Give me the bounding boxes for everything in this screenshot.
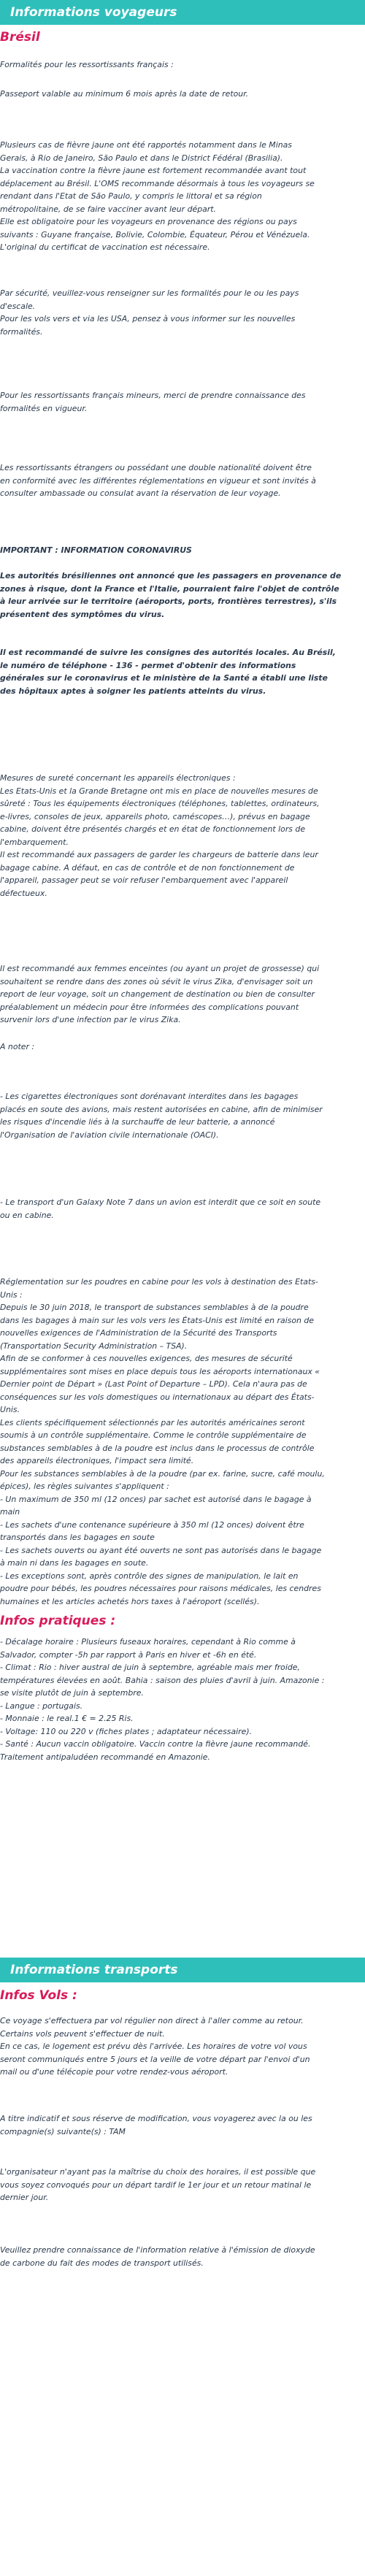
text-line: - Les sachets ouverts ou ayant été ouverts ne sont pas autorisés dans le bagage [0, 1545, 322, 1555]
transit-formalities-paragraph [0, 287, 364, 338]
text-line: épices), les règles suivantes s'appliquent : [0, 1481, 169, 1491]
text-line: d'escale. [0, 301, 36, 311]
text-line: Les ressortissants étrangers ou possédant une double nationalité doivent être [0, 463, 312, 472]
text-line: main [0, 1507, 20, 1517]
text-line: nouvelles exigences de l'Administration de la Sécurité des Transports [0, 1328, 277, 1338]
powders-regulation-paragraph [0, 1276, 364, 1608]
practical-info-title: Infos pratiques : [0, 1614, 116, 1628]
text-line: soumis à un contrôle supplémentaire. Comme le contrôle supplémentaire de [0, 1430, 307, 1440]
text-line: - Les cigarettes électroniques sont dorénavant interdites dans les bagages [0, 1092, 299, 1101]
text-line: En ce cas, le logement est prévu dès l'arrivée. Les horaires de votre vol vous [0, 2042, 307, 2051]
text-line: rendant dans l'Etat de São Paulo, y compris le littoral et sa région [0, 191, 262, 201]
zika-paragraph [0, 962, 364, 1027]
text-line: Veuillez prendre connaissance de l'information relative à l'émission de dioxyde [0, 2245, 315, 2255]
text-line: Il est recommandé aux passagers de garder les chargeurs de batterie dans leur [0, 850, 318, 859]
text-line: - Les exceptions sont, après contrôle des signes de manipulation, le lait en [0, 1571, 299, 1581]
coronavirus-controls-paragraph [0, 570, 364, 621]
transport-info-banner: Informations transports [0, 1958, 365, 1982]
yellow-fever-paragraph [0, 139, 364, 254]
text-line: Unis : [0, 1289, 23, 1300]
text-line: Pour les vols vers et via les USA, pensez à vous informer sur les nouvelles [0, 314, 296, 323]
text-line: générales sur le coronavirus et le ministère de la Santé a établi une liste [0, 673, 328, 683]
text-line: cabine, doivent être présentés chargés et en état de fonctionnement lors de [0, 824, 306, 834]
text-line: déplacement au Brésil. L'OMS recommande désormais à tous les voyageurs se [0, 178, 315, 188]
country-title: Brésil [0, 30, 40, 45]
text-line: Les clients spécifiquement sélectionnés par les autorités américaines seront [0, 1417, 305, 1427]
text-line: (Transportation Security Administration – TSA). [0, 1341, 188, 1351]
co2-paragraph [0, 2244, 364, 2269]
note-title: A noter : [0, 1042, 35, 1051]
text-line: le numéro de téléphone - 136 - permet d'obtenir des informations [0, 660, 296, 670]
text-line: mail ou d'une télécopie pour votre rendez-vous aéroport. [0, 2067, 228, 2077]
text-line: placés en soute des avions, mais restent autorisées en cabine, afin de minimiser [0, 1104, 323, 1114]
schedule-paragraph [0, 2166, 364, 2204]
text-line: humaines et les articles achetés hors taxes à l'aéroport (scellés). [0, 1596, 260, 1606]
text-line: Afin de se conformer à ces nouvelles exigences, des mesures de sécurité [0, 1354, 293, 1363]
text-line: Gerais, à Rio de Janeiro, São Paulo et dans le District Fédéral (Brasilia). [0, 153, 283, 163]
text-line: Ce voyage s'effectuera par vol régulier non direct à l'aller comme au retour. [0, 2016, 304, 2025]
text-line: suivants : Guyane française, Bolivie, Colombie, Équateur, Pérou et Vénézuela. [0, 229, 310, 239]
text-line: - Le transport d'un Galaxy Note 7 dans un avion est interdit que ce soit en soute [0, 1197, 321, 1207]
text-line: A titre indicatif et sous réserve de modification, vous voyagerez avec la ou les [0, 2114, 312, 2123]
text-line: Pour les substances semblables à de la poudre (par ex. farine, sucre, café moulu, [0, 1468, 325, 1479]
coronavirus-local-advice-paragraph [0, 646, 364, 697]
text-line: - Santé : Aucun vaccin obligatoire. Vaccin contre la fièvre jaune recommandé. [0, 1739, 311, 1749]
text-line: - Les sachets d'une contenance supérieure à 350 ml (12 onces) doivent être [0, 1519, 304, 1530]
text-line: Salvador, compter -5h par rapport à Paris en hiver et -6h en été. [0, 1649, 257, 1660]
text-line: souhaitent se rendre dans des zones où sévit le virus Zika, d'envisager soit un [0, 976, 313, 986]
text-line: se visite plutôt de juin à septembre. [0, 1688, 144, 1698]
text-line: consulter ambassade ou consulat avant la réservation de leur voyage. [0, 488, 281, 498]
e-cigarettes-paragraph [0, 1090, 364, 1141]
text-line: formalités en vigueur. [0, 403, 88, 413]
foreign-nationals-paragraph [0, 461, 364, 500]
text-line: métropolitaine, de se faire vacciner avant leur départ. [0, 204, 216, 214]
text-line: Plusieurs cas de fièvre jaune ont été rapportés notamment dans le Minas [0, 140, 292, 150]
passport-requirement: Passeport valable au minimum 6 mois après la date de retour. [0, 89, 249, 99]
text-line: survenir lors d'une infection par le virus Zika. [0, 1015, 181, 1024]
airline-paragraph [0, 2112, 364, 2138]
text-line: vous soyez convoqués pour un départ tardif le 1er jour et un retour matinal le [0, 2180, 312, 2190]
text-line: seront communiqués entre 5 jours et la veille de votre départ par l'envoi d'un [0, 2054, 310, 2064]
text-line: dans les bagages à main sur les vols vers les États-Unis est limité en raison de [0, 1315, 314, 1325]
minors-paragraph [0, 389, 364, 415]
text-line: préalablement un médecin pour être informées des complications pouvant [0, 1002, 299, 1012]
text-line: report de leur voyage, soit un changement de destination ou bien de consulter [0, 989, 315, 999]
text-line: Unis. [0, 1405, 20, 1414]
text-line: à leur arrivée sur le territoire (aéroports, ports, frontières terrestres), s'ils [0, 597, 337, 606]
coronavirus-title: IMPORTANT : INFORMATION CORONAVIRUS [0, 545, 192, 555]
text-line: Il est recommandé de suivre les consignes des autorités locales. Au Brésil, [0, 648, 336, 657]
text-line: bagage cabine. A défaut, en cas de contrôle et de non fonctionnement de [0, 862, 295, 873]
text-line: Réglementation sur les poudres en cabine pour les vols à destination des Etats- [0, 1277, 318, 1287]
text-line: sûreté : Tous les équipements électroniques (téléphones, tablettes, ordinateurs, [0, 799, 320, 808]
text-line: - Décalage horaire : Plusieurs fuseaux horaires, cependant à Rio comme à [0, 1637, 296, 1647]
text-line: e-livres, consoles de jeux, appareils photo, caméscopes…), prévus en bagage [0, 811, 310, 821]
text-line: Dernier point de Départ » (Last Point of Departure – LPD). Cela n'aura pas de [0, 1379, 307, 1389]
text-line: Il est recommandé aux femmes enceintes (ou ayant un projet de grossesse) qui [0, 964, 320, 973]
text-line: - Climat : Rio : hiver austral de juin à septembre, agréable mais mer froide, [0, 1663, 300, 1672]
flights-info-title: Infos Vols : [0, 1988, 77, 2003]
text-line: Certains vols peuvent s'effectuer de nuit. [0, 2028, 165, 2039]
galaxy-note-paragraph [0, 1196, 364, 1222]
text-line: substances semblables à de la poudre est inclus dans le processus de contrôle [0, 1443, 315, 1453]
text-line: - Un maximum de 350 ml (12 onces) par sachet est autorisé dans le bagage à [0, 1494, 312, 1504]
text-line: l'embarquement. [0, 837, 69, 847]
text-line: Mesures de sureté concernant les appareils électroniques : [0, 773, 236, 783]
text-line: des hôpitaux aptes à soigner les patients atteints du virus. [0, 686, 266, 696]
text-line: en conformité avec les différentes réglementations en vigueur et sont invités à [0, 475, 316, 486]
formalities-title: Formalités pour les ressortissants français : [0, 60, 174, 69]
text-line: ou en cabine. [0, 1210, 54, 1220]
text-line: Par sécurité, veuillez-vous renseigner sur les formalités pour le ou les pays [0, 288, 299, 298]
electronic-devices-paragraph [0, 772, 364, 900]
text-line: les risques d'incendie liés à la surchauffe de leur batterie, a annoncé [0, 1117, 275, 1127]
text-line: transportés dans les bagages en soute [0, 1533, 155, 1542]
text-line: - Monnaie : le real.1 € = 2.25 Ris. [0, 1714, 134, 1723]
text-line: conséquences sur les vols domestiques ou internationaux au départ des États- [0, 1392, 315, 1402]
text-line: Les autorités brésiliennes ont annoncé que les passagers en provenance de [0, 571, 342, 580]
text-line: des appareils électroniques, l'impact sera limité. [0, 1456, 194, 1465]
text-line: de carbone du fait des modes de transport utilisés. [0, 2258, 204, 2268]
text-line: L'organisateur n'ayant pas la maîtrise du choix des horaires, il est possible que [0, 2167, 316, 2177]
text-line: températures élevées en août. Bahia : saison des pluies d'avril à juin. Amazonie : [0, 1675, 325, 1685]
text-line: Pour les ressortissants français mineurs, merci de prendre connaissance des [0, 391, 306, 400]
text-line: Traitement antipaludéen recommandé en Amazonie. [0, 1752, 210, 1762]
text-line: poudre pour bébés, les poudres nécessaires pour raisons médicales, les cendres [0, 1584, 321, 1593]
text-line: Elle est obligatoire pour les voyageurs en provenance des régions ou pays [0, 217, 297, 226]
text-line: - Langue : portugais. [0, 1701, 83, 1711]
text-line: Les Etats-Unis et la Grande Bretagne ont mis en place de nouvelles mesures de [0, 786, 318, 796]
text-line: l'Organisation de l'aviation civile internationale (OACI). [0, 1130, 219, 1140]
text-line: dernier jour. [0, 2193, 49, 2202]
text-line: compagnie(s) suivante(s) : TAM [0, 2126, 126, 2136]
text-line: supplémentaires sont mises en place depuis tous les aéroports internationaux « [0, 1366, 320, 1376]
practical-info-list [0, 1636, 364, 1763]
text-line: zones à risque, dont la France et l'Italie, pourraient faire l'objet de contrôle [0, 583, 339, 594]
text-line: Depuis le 30 juin 2018, le transport de substances semblables à de la poudre [0, 1303, 309, 1312]
text-line: présentent des symptômes du virus. [0, 609, 165, 619]
travellers-info-banner: Informations voyageurs [0, 0, 365, 25]
text-line: formalités. [0, 326, 43, 337]
text-line: défectueux. [0, 888, 47, 898]
flights-paragraph [0, 2015, 364, 2079]
text-line: - Voltage: 110 ou 220 v (fiches plates ; adaptateur nécessaire). [0, 1726, 253, 1736]
text-line: à main ni dans les bagages en soute. [0, 1558, 149, 1568]
text-line: La vaccination contre la fièvre jaune est fortement recommandée avant tout [0, 166, 307, 175]
text-line: L'original du certificat de vaccination est nécessaire. [0, 242, 210, 252]
text-line: l'appareil, passager peut se voir refuser l'embarquement avec l'appareil [0, 875, 288, 885]
